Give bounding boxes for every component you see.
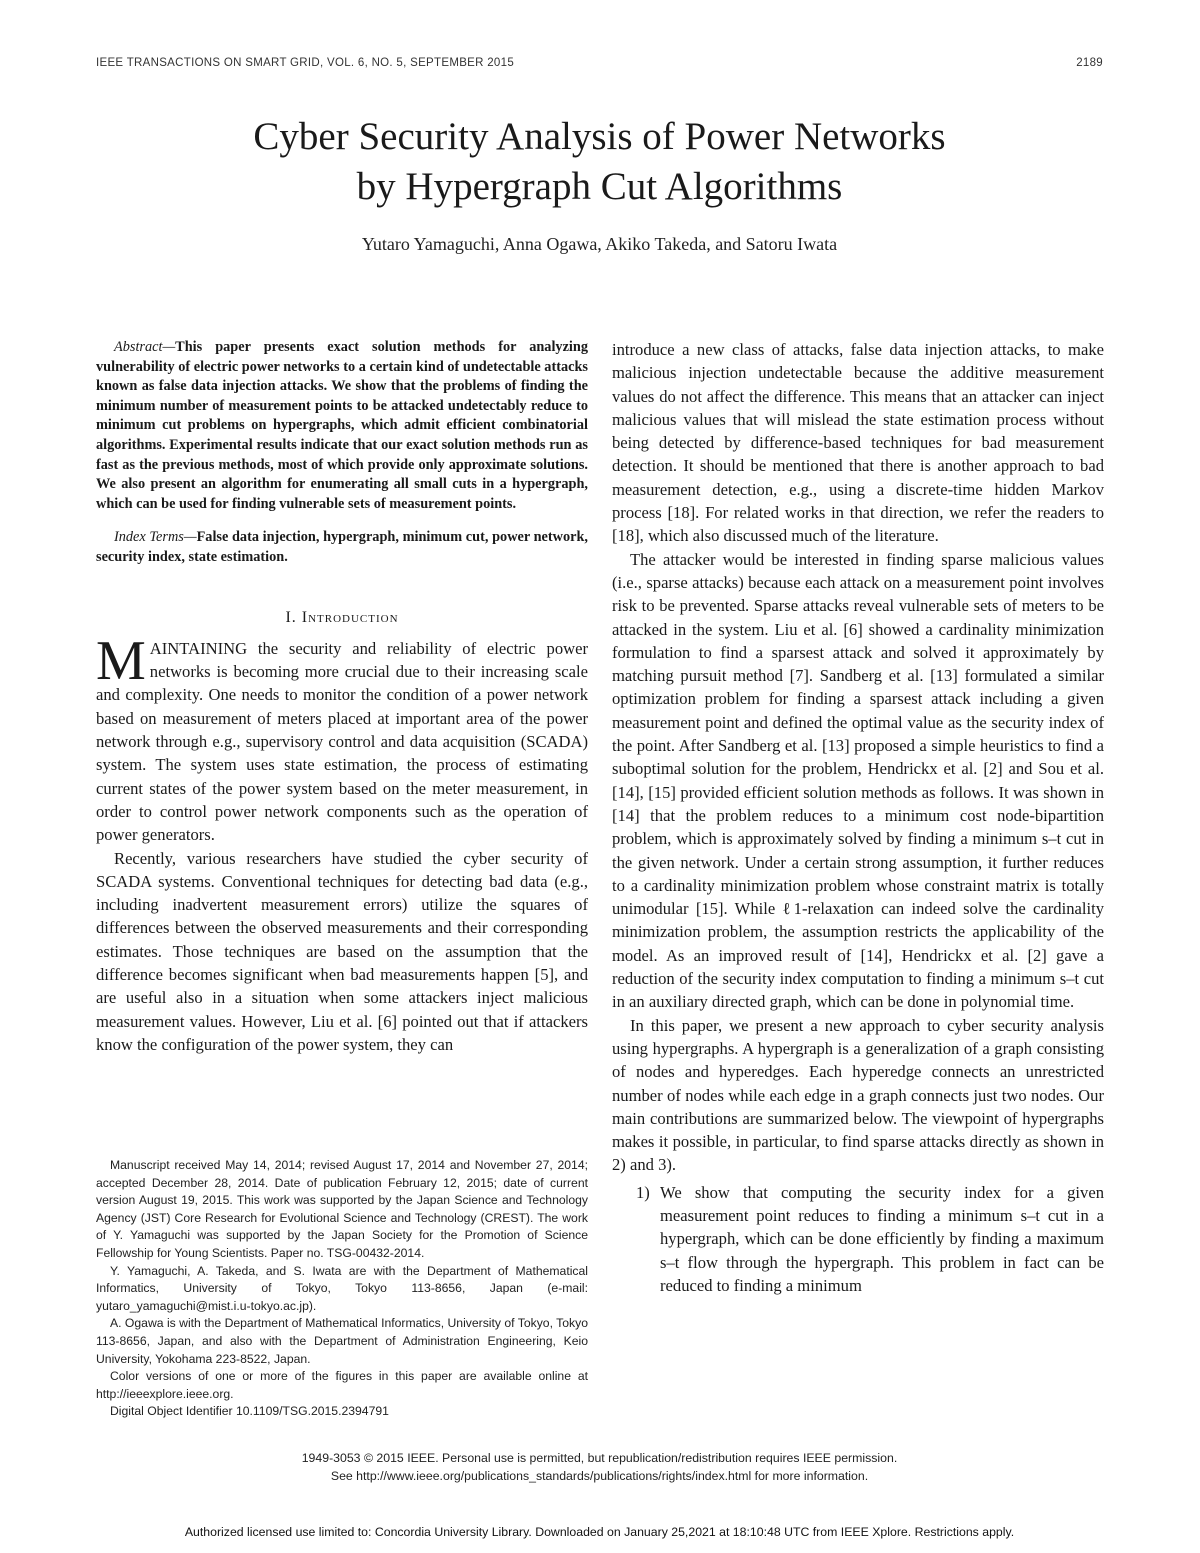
page-number: 2189: [1076, 57, 1103, 69]
author-list: Yutaro Yamaguchi, Anna Ogawa, Akiko Takeda, and Satoru Iwata: [361, 234, 838, 254]
footnote-affiliation-2: A. Ogawa is with the Department of Mathematical Informatics, University of Tokyo, Tokyo 113-8656, Japan, and also with the Department of Administration Engineering, Keio University, Yokohama 223-8522, Japan.: [96, 1316, 588, 1366]
list-item-text: We show that computing the security index for a given measurement point reduces to finding a minimum s–t cut in a hypergraph, which can be done efficiently by finding a maximum s–t flow through the hypergraph. This problem in fact can be reduced to finding a minimum: [660, 1182, 1104, 1295]
index-terms-label: Index Terms—: [114, 529, 197, 546]
paper-title: [96, 112, 1103, 212]
intro-paragraph-4: The attacker would be interested in finding sparse malicious values (i.e., sparse attacks) because each attack on a measurement point involves risk to be prevented. Sparse attacks reveal vulnerable sets of meters to be attacked in the system. Liu et al. [6] showed a cardinality minimization formulation to find a sparsest attack and solved it approximately by matching pursuit method [7]. Sandberg et al. [13] formulated a similar optimization problem for finding a sparsest attack including a given measurement point and defined the optimal value as the security index of the point. After Sandberg et al. [13] proposed a simple heuristics to find a suboptimal solution for the problem, Hendrickx et al. [2] and Sou et al. [14], [15] provided efficient solution methods as follows. It was shown in [14] that the problem reduces to a minimum cost node-bipartition problem, which is approximately solved by finding a minimum s–t cut in the given network. Under a certain strong assumption, it further reduces to a cardinality minimization problem whose constraint matrix is totally unimodular [15]. While ℓ1-relaxation can indeed solve the cardinality minimization problem, the assumption restricts the applicability of the model. As an improved result of [14], Hendrickx et al. [2] gave a reduction of the security index computation to finding a minimum s–t cut in an auxiliary directed graph, which can be done in polynomial time.: [612, 549, 1104, 1012]
copyright-line-2: See http://www.ieee.org/publications_standards/publications/rights/index.html for more information.: [330, 1469, 869, 1483]
abstract: [96, 338, 588, 514]
copyright-notice: [96, 1449, 1103, 1485]
footnote-color-versions: Color versions of one or more of the figures in this paper are available online at http://ieeexplore.ieee.org.: [96, 1369, 588, 1401]
intro-paragraph-5: In this paper, we present a new approach to cyber security analysis using hypergraphs. A hypergraph is a generalization of a graph consisting of nodes and hyperedges. Each hyperedge connects an unrestricted number of nodes while each edge in a graph connects just two nodes. Our main contributions are summarized below. The viewpoint of hypergraphs makes it possible, in particular, to find sparse attacks directly as shown in 2) and 3).: [612, 1015, 1104, 1175]
left-column: [96, 338, 588, 1056]
footnote-manuscript: Manuscript received May 14, 2014; revised August 17, 2014 and November 27, 2014; accepted December 28, 2014. Date of publication February 12, 2015; date of current version August 19, 2015. This work was supported by the Japan Science and Technology Agency (JST) Core Research for Evolutional Science and Technology (CREST). The work of Y. Yamaguchi was supported by the Japan Society for the Promotion of Science Fellowship for Young Scientists. Paper no. TSG-00432-2014.: [96, 1158, 588, 1260]
list-item-number: 1): [636, 1182, 650, 1202]
journal-name: IEEE TRANSACTIONS ON SMART GRID, VOL. 6, NO. 5, SEPTEMBER 2015: [96, 57, 515, 69]
section-heading-introduction: I. Introduction: [285, 608, 399, 626]
copyright-line-1: 1949-3053 © 2015 IEEE. Personal use is permitted, but republication/redistribution requires IEEE permission.: [301, 1451, 898, 1465]
intro-paragraph-2: Recently, various researchers have studied the cyber security of SCADA systems. Conventional techniques for detecting bad data (e.g., including inadvertent measurement errors) utilize the squares of differences between the observed measurements and their corresponding estimates. Those techniques are based on the assumption that the difference becomes significant when bad measurements happen [5], and are useful also in a situation when some attackers inject malicious measurement values. However, Liu et al. [6] pointed out that if attackers know the configuration of the power system, they can: [96, 848, 588, 1054]
title-line-2: by Hypergraph Cut Algorithms: [356, 165, 843, 208]
footnotes: [96, 1157, 588, 1421]
intro-paragraph-1-text: AINTAINING the security and reliability of electric power networks is becoming more crucial due to their increasing scale and complexity. One needs to monitor the condition of a power network based on measurement of meters placed at important area of the power network through e.g., supervisory control and data acquisition (SCADA) system. The system uses state estimation, the process of estimating current states of the power system based on the meter measurement, in order to control power network components such as the operation of power generators.: [96, 638, 588, 845]
footnote-doi: Digital Object Identifier 10.1109/TSG.2015.2394791: [110, 1404, 389, 1419]
right-column: [612, 338, 1104, 1297]
running-header: [96, 57, 1103, 69]
index-terms: [96, 528, 588, 567]
title-line-1: Cyber Security Analysis of Power Networks: [253, 115, 946, 158]
intro-paragraph-3: introduce a new class of attacks, false data injection attacks, to make malicious injection undetectable because the additive measurement values do not affect the difference. This means that an attacker can inject malicious values that will mislead the state estimation process without being detected by difference-based techniques for bad measurement detection. It should be mentioned that there is another approach to bad measurement detection, e.g., using a discrete-time hidden Markov process [18]. For related works in that direction, we refer the readers to [18], which also discussed much of the literature.: [612, 340, 1104, 546]
drop-cap: M: [96, 629, 146, 692]
footnote-affiliation-1: Y. Yamaguchi, A. Takeda, and S. Iwata are with the Department of Mathematical Informatics, University of Tokyo, Tokyo 113-8656, Japan (e-mail: yutaro_yamaguchi@mist.i.u-tokyo.ac.jp).: [96, 1263, 588, 1313]
contribution-list: [612, 1181, 1104, 1297]
list-item: [612, 1181, 1104, 1297]
abstract-label: Abstract—: [114, 339, 176, 355]
download-notice: Authorized licensed use limited to: Concordia University Library. Downloaded on January 25,2021 at 18:10:48 UTC from IEEE Xplore. Restrictions apply.: [184, 1525, 1015, 1539]
intro-paragraph-1: [96, 629, 588, 847]
index-terms-text: False data injection, hypergraph, minimum cut, power network, security index, state estimation.: [96, 529, 588, 565]
abstract-text: This paper presents exact solution methods for analyzing vulnerability of electric power networks to a certain kind of undetectable attacks known as false data injection attacks. We show that the problems of finding the minimum number of measurement points to be attacked undetectably reduce to minimum cut problems on hypergraphs, which admit efficient combinatorial algorithms. Experimental results indicate that our exact solution methods run as fast as the previous methods, most of which provide only approximate solutions. We also present an algorithm for enumerating all small cuts in a hypergraph, which can be used for finding vulnerable sets of measurement points.: [96, 339, 588, 512]
